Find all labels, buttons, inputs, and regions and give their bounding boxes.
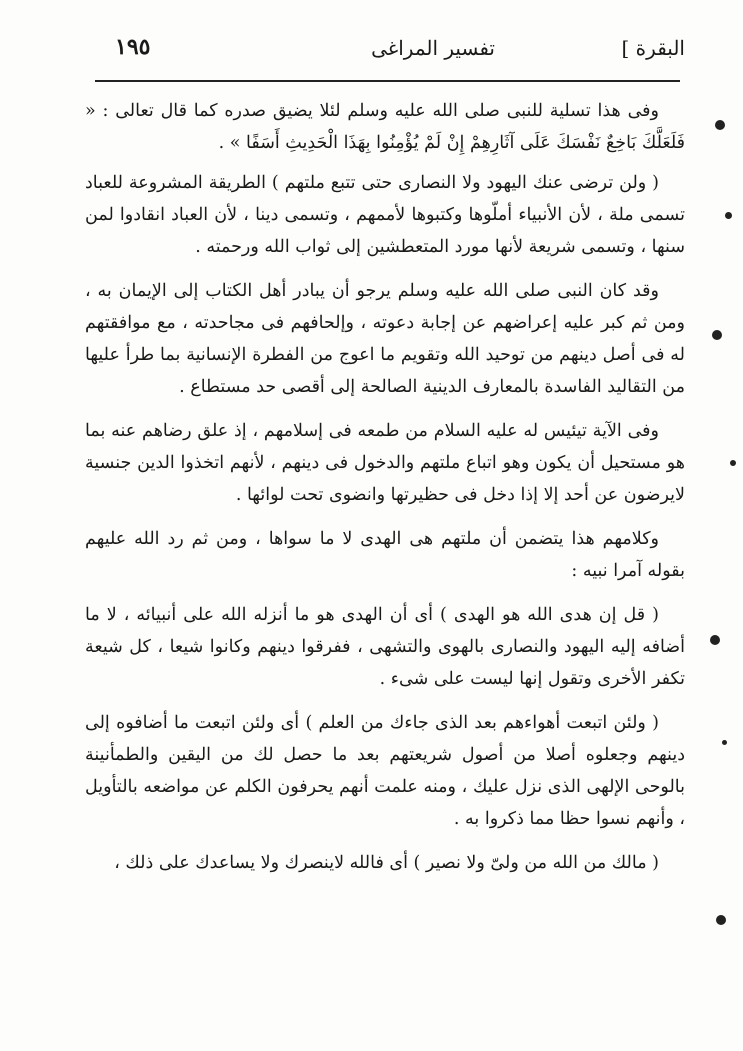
- scan-speck: [710, 635, 720, 645]
- paragraph: ( قل إن هدى الله هو الهدى ) أى أن الهدى هو ما أنزله الله على أنبيائه ، لا ما أضافه إليه اليهود والنصارى بالهوى والتشهى ، ففرقوا دينهم وكانوا شيعا ، كل شيعة تكفر الأخرى وتقول إنها ليست على شىء .: [85, 605, 685, 689]
- header-rule: [95, 80, 680, 82]
- sura-name: البقرة ]: [621, 36, 685, 60]
- scan-speck: [715, 120, 725, 130]
- scan-speck: [730, 460, 736, 466]
- paragraph: ( مالك من الله من ولىّ ولا نصير ) أى فالله لاينصرك ولا يساعدك على ذلك ،: [114, 853, 659, 873]
- paragraph: وقد كان النبى صلى الله عليه وسلم يرجو أن يبادر أهل الكتاب إلى الإيمان به ، ومن ثم كبر عليه إعراضهم عن إجابة دعوته ، وإلحافهم فى مجاحدته ، مع موافقتهم له فى أصل دينهم من توحيد الله وتقويم ما اعوج من الفطرة الإنسانية بما طرأ عليها من التقاليد الفاسدة بالمعارف الدينية الصالحة إلى أقصى حد مستطاع .: [85, 281, 685, 397]
- paragraph: وفى هذا تسلية للنبى صلى الله عليه وسلم لئلا يضيق صدره كما قال تعالى : « فَلَعَلَّكَ بَاخِعٌ نَفْسَكَ عَلَى آثَارِهِمْ إِنْ لَمْ يُؤْمِنُوا بِهَذَا الْحَدِيثِ أَسَفًا » .: [85, 101, 685, 153]
- scan-speck: [712, 330, 722, 340]
- paragraph: وفى الآية تيئيس له عليه السلام من طمعه فى إسلامهم ، إذ علق رضاهم عنه بما هو مستحيل أن يكون وهو اتباع ملتهم والدخول فى دينهم ، لأنهم اتخذوا الدين جنسية لايرضون عن أحد إلا إذا دخل فى حظيرتها وانضوى تحت لوائها .: [85, 421, 685, 505]
- scan-speck: [716, 915, 726, 925]
- scan-speck: [725, 212, 732, 219]
- scan-speck: [722, 740, 727, 745]
- paragraph: ( ولن ترضى عنك اليهود ولا النصارى حتى تتبع ملتهم ) الطريقة المشروعة للعباد تسمى ملة ، لأن الأنبياء أملّوها وكتبوها لأممهم ، وتسمى دينا ، لأن العباد انقادوا لمن سنها ، وتسمى شريعة لأنها مورد المتعطشين إلى ثواب الله ورحمته .: [85, 173, 685, 257]
- paragraph: وكلامهم هذا يتضمن أن ملتهم هى الهدى لا ما سواها ، ومن ثم رد الله عليهم بقوله آمرا نبيه :: [85, 529, 685, 581]
- book-title: تفسير المراغى: [371, 36, 495, 60]
- page-number: ١٩٥: [115, 34, 151, 60]
- paragraph: ( ولئن اتبعت أهواءهم بعد الذى جاءك من العلم ) أى ولئن اتبعت ما أضافوه إلى دينهم وجعلوه أصلا من أصول شريعتهم بعد ما حصل لك من اليقين والطمأنينة بالوحى الإلهى الذى نزل عليك ، ومنه علمت أنهم يحرفون الكلم عن مواضعه بالتأويل ، وأنهم نسوا حظا مما ذكروا به .: [85, 713, 685, 829]
- page-header: [95, 30, 695, 80]
- page-body: [85, 95, 685, 891]
